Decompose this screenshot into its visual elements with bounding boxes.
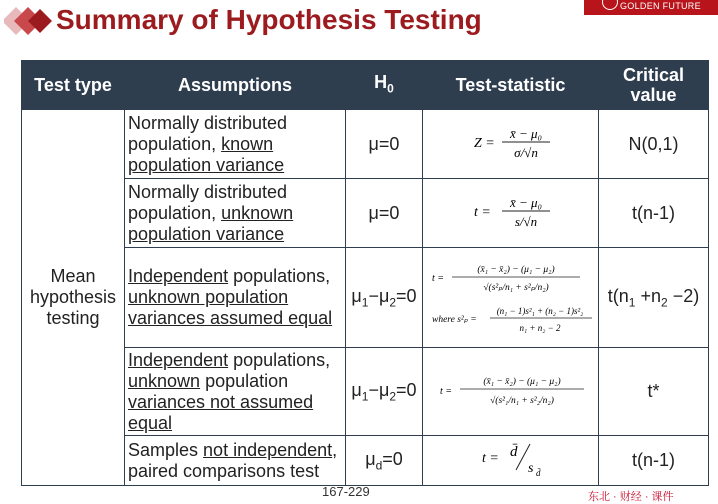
seal-icon (602, 0, 618, 10)
svg-text:d̄: d̄ (536, 468, 541, 478)
assumption-cell: Independent populations, unknown population variances assumed equal (125, 248, 346, 348)
critical-value-cell: t* (599, 348, 709, 436)
assumption-cell: Independent populations, unknown population variances not assumed equal (125, 348, 346, 436)
test-type-cell: Mean hypothesis testing (22, 110, 125, 486)
table-header-row (22, 61, 709, 110)
diamond-bullet-icon (4, 7, 56, 35)
svg-text:t =: t = (474, 204, 491, 220)
svg-text:s: s (528, 461, 534, 476)
header-test-type: Test type (22, 61, 125, 110)
header-h0: $H_0$ (346, 61, 423, 110)
critical-value-cell: t(n-1) (599, 436, 709, 486)
logo-text: GOLDEN FUTURE (620, 1, 701, 11)
university-logo (584, 0, 718, 15)
formula-t-pooled-variance (423, 248, 599, 348)
header-critical-value: Critical value (599, 61, 709, 110)
svg-text:(x̄₁ − x̄₂) − (μ₁ − μ₂): (x̄₁ − x̄₂) − (μ₁ − μ₂) (477, 265, 555, 275)
assumption-cell: Samples not independent, paired comparisons test (125, 436, 346, 486)
formula-z-known-variance (423, 110, 599, 179)
table-row (22, 110, 709, 179)
table-row (22, 436, 709, 486)
table-row (22, 179, 709, 248)
svg-text:(n₁ − 1)s²₁ + (n₂ − 1)s²₂: (n₁ − 1)s²₁ + (n₂ − 1)s²₂ (496, 306, 584, 316)
formula-t-unequal-variance (423, 348, 599, 436)
svg-text:x̄ − μ₀: x̄ − μ₀ (509, 125, 543, 141)
critical-value-cell: N(0,1) (599, 110, 709, 179)
svg-text:d̄: d̄ (510, 444, 518, 460)
svg-text:t =: t = (432, 273, 445, 284)
page-title: Summary of Hypothesis Testing (56, 4, 482, 35)
h0-cell: $\mu_1-\mu_2=0$ (346, 348, 423, 436)
svg-text:t =: t = (482, 451, 499, 466)
critical-value-cell: $t(n_1 +n_2 -2)$ (599, 248, 709, 348)
table-row (22, 348, 709, 436)
svg-text:√(s²ₚ/n₁ + s²ₚ/n₂): √(s²ₚ/n₁ + s²ₚ/n₂) (483, 283, 549, 293)
svg-text:(x̄₁ − x̄₂) − (μ₁ − μ₂): (x̄₁ − x̄₂) − (μ₁ − μ₂) (483, 377, 561, 387)
h0-cell: μ=0 (346, 179, 423, 248)
formula-t-unknown-variance (423, 179, 599, 248)
svg-text:t =: t = (440, 386, 453, 397)
assumption-cell: Normally distributed population, known population variance (125, 110, 346, 179)
svg-text:Z =: Z = (474, 135, 495, 151)
critical-value-cell: t(n-1) (599, 179, 709, 248)
header-assumptions: Assumptions (125, 61, 346, 110)
svg-text:√(s²₁/n₁ + s²₂/n₂): √(s²₁/n₁ + s²₂/n₂) (490, 396, 554, 406)
table-row (22, 248, 709, 348)
h0-cell: $\mu_d=0$ (346, 436, 423, 486)
h0-cell: $\mu_1-\mu_2=0$ (346, 248, 423, 348)
formula-t-paired (423, 436, 599, 486)
corner-watermark: 东北 · 财经 · 课件 (588, 491, 674, 503)
svg-text:x̄ − μ₀: x̄ − μ₀ (509, 194, 543, 210)
hypothesis-summary-table (21, 60, 709, 486)
page-number: 167-229 (322, 484, 370, 499)
svg-text:s/√n: s/√n (514, 213, 538, 229)
svg-text:σ/√n: σ/√n (514, 144, 538, 160)
svg-text:where s²ₚ =: where s²ₚ = (432, 315, 477, 325)
header-test-statistic: Test-statistic (423, 61, 599, 110)
svg-text:n₁ + n₂ − 2: n₁ + n₂ − 2 (519, 323, 561, 333)
h0-cell: μ=0 (346, 110, 423, 179)
assumption-cell: Normally distributed population, unknown population variance (125, 179, 346, 248)
title-bar (0, 0, 718, 48)
